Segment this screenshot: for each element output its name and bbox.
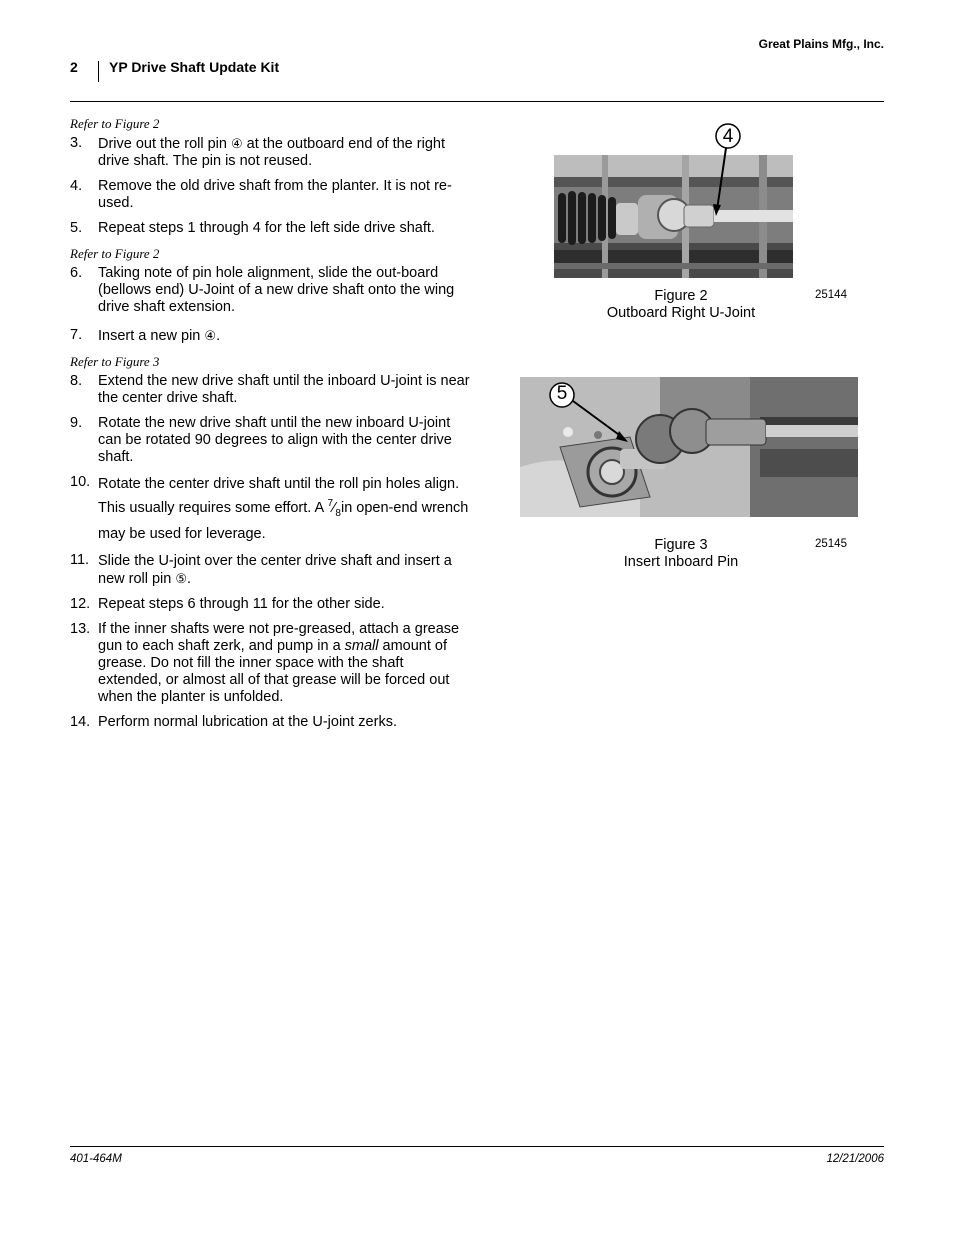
callout-4-symbol: ④	[204, 328, 217, 343]
instruction-column	[70, 115, 470, 739]
step-text: Repeat steps 6 through 11 for the other side.	[98, 595, 385, 612]
callout-5-symbol: ⑤	[175, 570, 188, 586]
figure-2-image-number: 25144	[815, 289, 847, 301]
step-text: Taking note of pin hole alignment, slide the out-board (bellows end) U-Joint of a new drive shaft onto the wing drive shaft extension.	[98, 265, 455, 315]
step-7	[70, 327, 470, 345]
step-8	[70, 373, 470, 407]
fraction: $^7⁄_8$	[327, 498, 341, 519]
step-6	[70, 265, 470, 316]
step-number: 5.	[70, 220, 83, 236]
footer-rule	[70, 1146, 884, 1147]
step-10	[70, 474, 470, 544]
drive-shaft-photo-illustration	[554, 155, 793, 278]
step-number: 10.	[70, 474, 91, 490]
part-number: 401-464M	[70, 1153, 122, 1165]
refer-note: Refer to Figure 3	[70, 354, 160, 369]
figure-3-subtitle: Insert Inboard Pin	[623, 554, 739, 570]
step-14	[70, 714, 470, 731]
figure-3-image-number: 25145	[815, 538, 847, 550]
figure-3-title: Figure 3	[654, 537, 708, 553]
step-text: Rotate the new drive shaft until the new inboard U-joint can be rotated 90 degrees to align with the center drive shaft.	[98, 415, 452, 465]
revision-date: 12/21/2006	[826, 1153, 884, 1165]
figure-3-caption	[590, 537, 772, 571]
step-number: 13.	[70, 620, 91, 637]
step-text: Insert a new pin ④.	[98, 328, 221, 344]
document-title: YP Drive Shaft Update Kit	[109, 59, 280, 75]
step-text: Extend the new drive shaft until the inboard U-joint is near the center drive shaft.	[98, 373, 470, 406]
callout-5-label: 5	[556, 383, 568, 404]
step-5	[70, 220, 470, 237]
step-number: 4.	[70, 178, 83, 194]
step-text: Repeat steps 1 through 4 for the left side drive shaft.	[98, 220, 435, 236]
step-13	[70, 621, 470, 706]
step-text: Drive out the roll pin ④ at the outboard end of the right drive shaft. The pin is not reused.	[98, 136, 445, 169]
refer-note: Refer to Figure 2	[70, 246, 160, 261]
step-number: 7.	[70, 327, 83, 343]
figure-2-caption	[590, 288, 772, 322]
step-number: 8.	[70, 373, 83, 389]
step-text: Perform normal lubrication at the U-joint zerks.	[98, 713, 397, 730]
step-number: 6.	[70, 265, 83, 281]
step-text: Slide the U-joint over the center drive shaft and insert a new roll pin ⑤.	[98, 552, 452, 587]
step-text: Remove the old drive shaft from the planter. It is not re-used.	[98, 178, 452, 211]
refer-note: Refer to Figure 2	[70, 116, 160, 131]
step-text: If the inner shafts were not pre-greased, attach a grease gun to each shaft zerk, and pump in a small amount of grease. Do not fill the inner space with the shaft extended, or almost all of that grease will be forced out when the planter is unfolded.	[98, 620, 460, 705]
header-divider	[98, 61, 99, 82]
step-3	[70, 135, 470, 170]
step-number: 3.	[70, 135, 83, 151]
step-number: 14.	[70, 713, 91, 730]
callout-4-label: 4	[722, 126, 734, 147]
callout-4-symbol: ④	[230, 136, 243, 151]
step-number: 11.	[70, 551, 90, 568]
step-11	[70, 552, 470, 588]
step-12	[70, 596, 470, 613]
figure-2-title: Figure 2	[654, 288, 708, 304]
step-number: 9.	[70, 415, 83, 431]
page-number: 2	[70, 59, 78, 75]
figure-2-photo	[554, 155, 793, 278]
step-text: Rotate the center drive shaft until the roll pin holes align. This usually requires some effort. A $^7⁄_8in$ open-end wrench may be used for leverage.	[98, 476, 469, 542]
step-4	[70, 178, 470, 212]
step-9	[70, 415, 470, 466]
step-number: 12.	[70, 595, 91, 612]
company-name: Great Plains Mfg., Inc.	[758, 37, 884, 51]
header-rule	[70, 101, 884, 102]
figure-2-subtitle: Outboard Right U-Joint	[606, 305, 756, 321]
